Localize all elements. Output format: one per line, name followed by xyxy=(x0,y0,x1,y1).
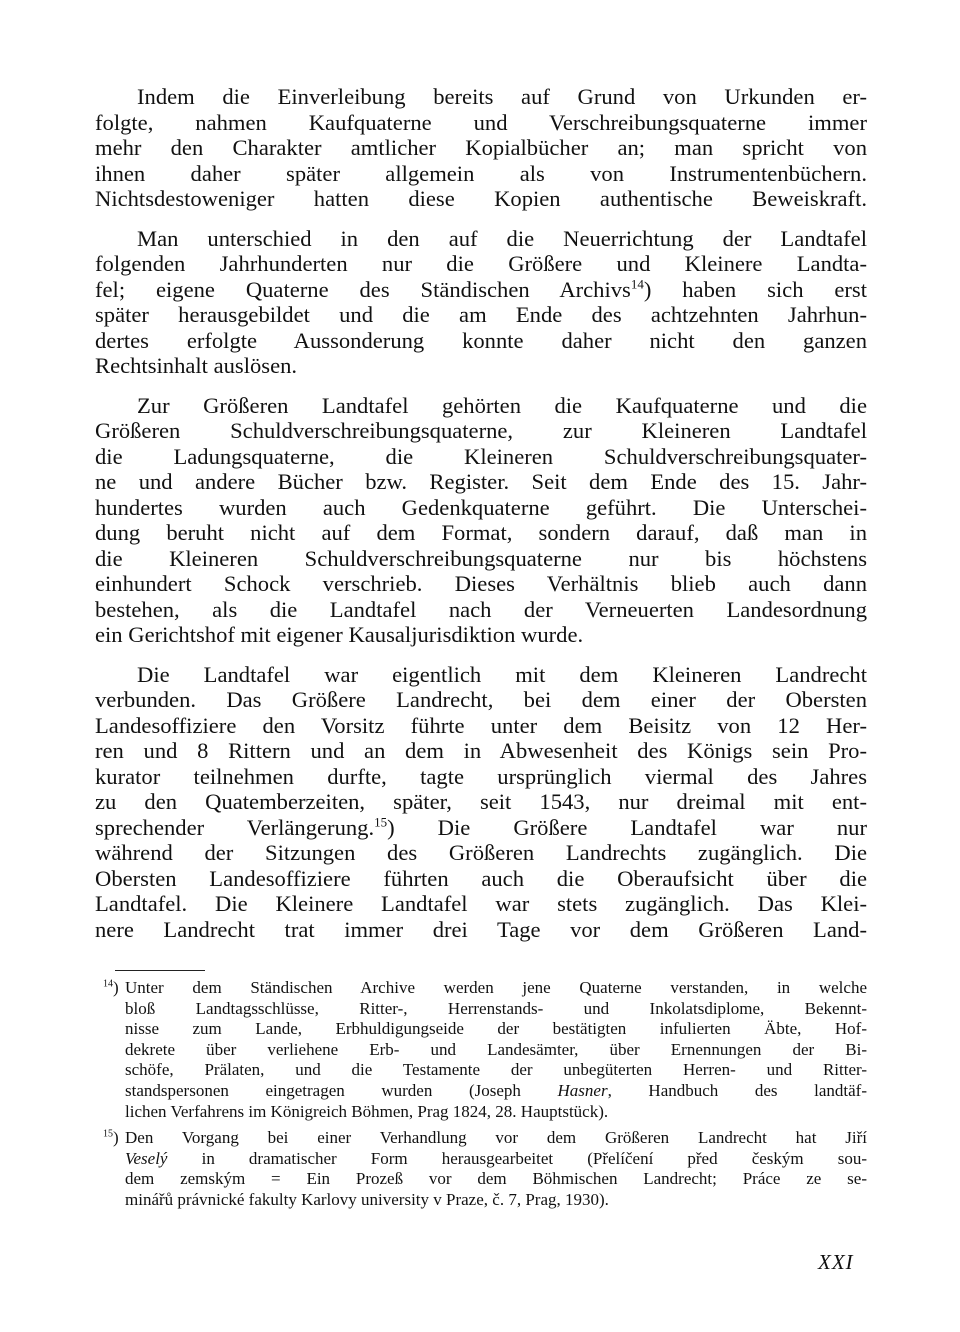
text-line: dekrete über verliehene Erb- und Landesämter, über Ernennungen der Bi- xyxy=(125,1039,867,1059)
text-line: folgenden Jahrhunderten nur die Größere und Kleinere Landta- xyxy=(95,251,867,276)
text-line: Den Vorgang bei einer Verhandlung vor dem Größeren Landrecht hat Jiří xyxy=(125,1128,867,1148)
text-segment: , Handbuch des landtäf- xyxy=(607,1080,868,1100)
text-line xyxy=(95,277,867,303)
text-segment: ) haben sich erst xyxy=(643,276,867,302)
text-line: ne und andere Bücher bzw. Register. Seit dem Ende des 15. Jahr- xyxy=(95,469,867,494)
text-segment: in dramatischer Form herausgearbeitet (Přelíčení před českým sou- xyxy=(201,1148,868,1168)
text-line: später herausgebildet und die am Ende des achtzehnten Jahrhun- xyxy=(95,302,867,327)
text-line: während der Sitzungen des Größeren Landrechts zugänglich. Die xyxy=(95,840,867,865)
text-line: folgte, nahmen Kaufquaterne und Verschreibungsquaterne immer xyxy=(95,109,867,135)
footnote-number: 15 xyxy=(103,1128,113,1140)
text-line: dung beruht nicht auf dem Format, sondern darauf, daß man in xyxy=(95,520,867,545)
text-line: einhundert Schock verschrieb. Dieses Verhältnis blieb auch dann xyxy=(95,571,867,596)
text-line: lichen Verfahrens im Königreich Böhmen, Prag 1824, 28. Hauptstück). xyxy=(125,1101,609,1121)
text-line: Indem die Einverleibung bereits auf Grund von Urkunden er- xyxy=(137,84,867,109)
text-line: Obersten Landesoffiziere führten auch die Oberaufsicht über die xyxy=(95,865,867,891)
text-line: verbunden. Das Größere Landrecht, bei dem einer der Obersten xyxy=(95,687,867,712)
footnote-ref[interactable]: 15 xyxy=(374,813,388,829)
text-segment: standspersonen eingetragen wurden (Joseph xyxy=(125,1080,558,1100)
text-line: dem zemským = Ein Prozeß vor dem Böhmischen Landrecht; Práce ze se- xyxy=(125,1169,867,1189)
footnote-mark: $^{15}$) xyxy=(103,1128,119,1148)
text-line: ein Gerichtshof mit eigener Kausaljurisdiktion wurde. xyxy=(95,622,584,647)
text-line: die Kleineren Schuldverschreibungsquaterne nur bis höchstens xyxy=(95,545,867,571)
text-line: Die Landtafel war eigentlich mit dem Kleineren Landrecht xyxy=(137,661,867,687)
main-text xyxy=(95,84,867,956)
paragraph xyxy=(95,393,867,648)
paragraph xyxy=(95,662,867,943)
text-line xyxy=(125,1149,867,1170)
text-segment: ) Die Größere Landtafel war nur xyxy=(387,814,867,840)
text-line: mehr den Charakter amtlicher Kopialbücher an; man spricht von xyxy=(95,135,867,160)
text-segment: sprechender Verlängerung. xyxy=(95,814,375,840)
text-line: Man unterschied in den auf die Neuerrichtung der Landtafel xyxy=(137,225,867,251)
text-line: Landesoffiziere den Vorsitz führte unter dem Beisitz von 12 Her- xyxy=(95,712,867,738)
text-line: die Ladungsquaterne, die Kleineren Schuldverschreibungsquater- xyxy=(95,443,867,469)
page-number: XXI xyxy=(818,1250,854,1274)
text-line: bloß Landtagsschlüsse, Ritter-, Herrenstands- und Inkolatsdiplome, Bekennt- xyxy=(125,998,867,1018)
author-name: Veselý xyxy=(125,1148,168,1168)
footnote-ref[interactable]: 14 xyxy=(630,275,644,291)
author-name: Hasner xyxy=(557,1080,608,1100)
text-line: bestehen, als die Landtafel nach der Verneuerten Landesordnung xyxy=(95,596,867,622)
footnote-number: 14 xyxy=(103,978,113,990)
text-line: minářů právnické fakulty Karlovy university v Praze, č. 7, Prag, 1930). xyxy=(125,1189,609,1209)
footnote-15 xyxy=(95,1128,867,1210)
footnotes xyxy=(95,978,867,1217)
text-line: dertes erfolgte Aussonderung konnte daher nicht den ganzen xyxy=(95,327,867,353)
paragraph xyxy=(95,226,867,379)
text-line: hundertes wurden auch Gedenkquaterne geführt. Die Unterschei- xyxy=(95,494,867,520)
text-line: nere Landrecht trat immer drei Tage vor dem Größeren Land- xyxy=(95,916,867,942)
text-line xyxy=(125,1081,867,1102)
text-line: nisse zum Lande, Erbhuldigungseide der bestätigten infulierten Äbte, Hof- xyxy=(125,1019,867,1039)
text-line: zu den Quatemberzeiten, später, seit 1543, nur dreimal mit ent- xyxy=(95,789,867,814)
footnote-mark: $^{14}$) xyxy=(103,978,119,997)
text-line: Zur Größeren Landtafel gehörten die Kaufquaterne und die xyxy=(137,392,867,418)
text-line: Rechtsinhalt auslösen. xyxy=(95,353,298,378)
footnote-separator xyxy=(115,970,205,971)
text-line: ihnen daher später allgemein als von Instrumentenbüchern. xyxy=(95,160,867,186)
text-line: Größeren Schuldverschreibungsquaterne, zur Kleineren Landtafel xyxy=(95,418,867,443)
text-line: schöfe, Prälaten, und die Testamente der unbegüterten Herren- und Ritter- xyxy=(125,1060,867,1080)
footnote-14 xyxy=(95,978,867,1122)
text-segment: fel; eigene Quaterne des Ständischen Archivs xyxy=(95,276,631,302)
text-line: Landtafel. Die Kleinere Landtafel war stets zugänglich. Das Klei- xyxy=(95,891,867,916)
text-line: Nichtsdestoweniger hatten diese Kopien authentische Beweiskraft. xyxy=(95,186,867,211)
text-line xyxy=(95,815,867,841)
text-line: ren und 8 Rittern und an dem in Abwesenheit des Königs sein Pro- xyxy=(95,738,867,763)
paragraph xyxy=(95,84,867,212)
text-line: kurator teilnehmen durfte, tagte ursprünglich viermal des Jahres xyxy=(95,763,867,789)
text-line: Unter dem Ständischen Archive werden jene Quaterne verstanden, in welche xyxy=(125,978,867,997)
